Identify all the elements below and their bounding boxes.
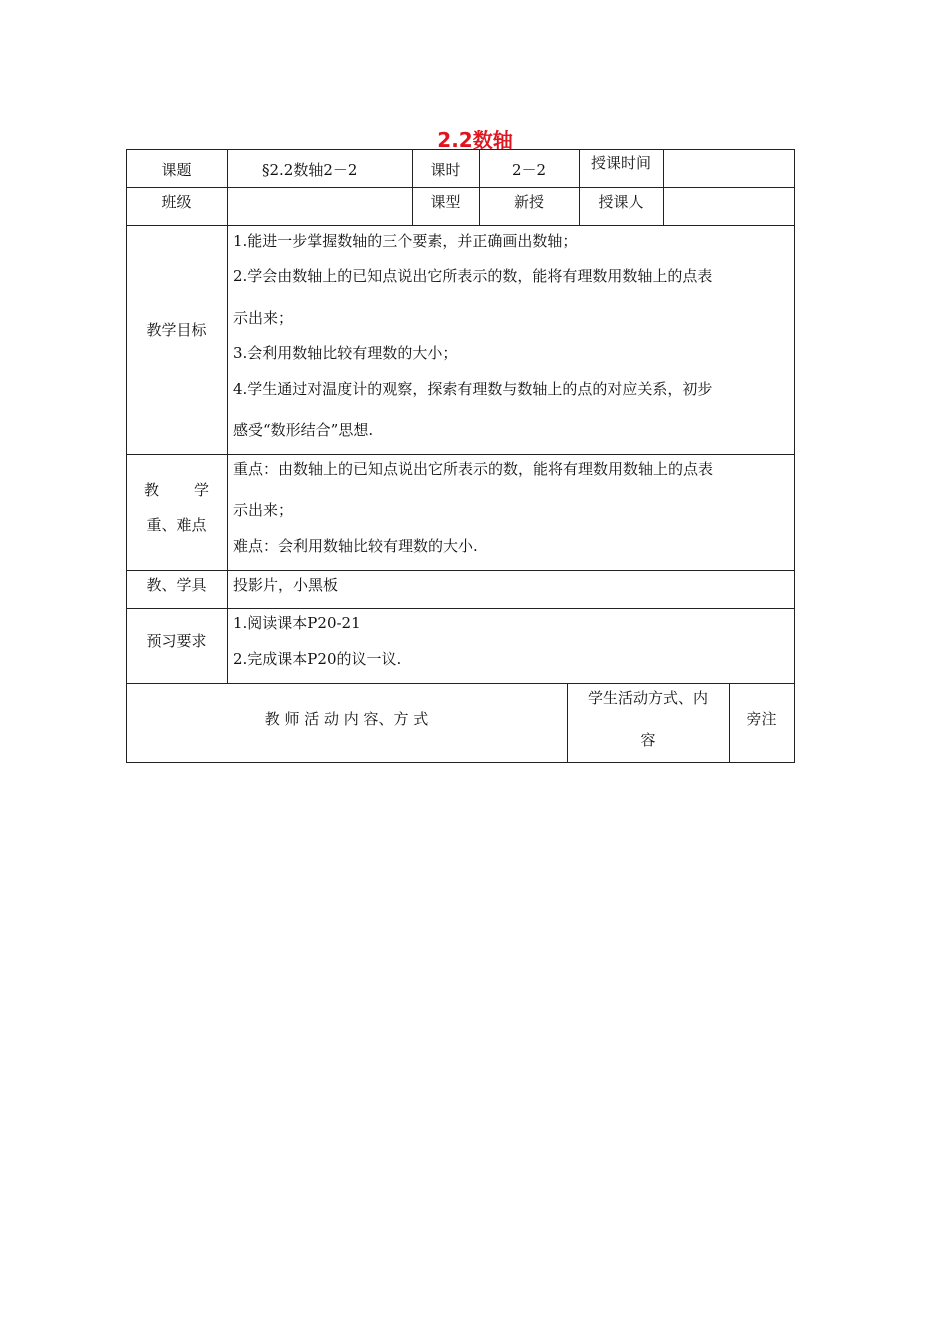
objective-line: 感受“数形结合”思想. xyxy=(233,421,374,439)
topic-label: 课题 xyxy=(161,161,192,179)
preview-label: 预习要求 xyxy=(146,632,207,650)
key-points-label-a: 教 xyxy=(144,481,160,499)
student-activity-header-1: 学生活动方式、内 xyxy=(587,689,708,707)
table-border xyxy=(227,149,228,683)
table-border xyxy=(126,149,127,762)
period-value: 2－2 xyxy=(511,161,547,179)
topic-value: §2.2数轴2－2 xyxy=(262,161,358,179)
objective-line: 1.能进一步掌握数轴的三个要素，并正确画出数轴； xyxy=(233,232,578,250)
preview-line: 2.完成课本P20的议一议. xyxy=(233,650,402,668)
teacher-activity-header: 教 师 活 动 内 容、方 式 xyxy=(264,710,429,728)
key-points-label-b: 学 xyxy=(194,481,210,499)
tools-value: 投影片，小黑板 xyxy=(233,576,339,594)
table-border xyxy=(663,149,664,225)
objective-line: 3.会利用数轴比较有理数的大小； xyxy=(233,344,458,362)
key-point-line: 示出来； xyxy=(233,501,294,519)
document-title: 2.2数轴 xyxy=(437,128,513,152)
key-point-line: 重点：由数轴上的已知点说出它所表示的数，能将有理数用数轴上的点表 xyxy=(233,460,714,478)
class-label: 班级 xyxy=(161,193,192,211)
objective-line: 示出来； xyxy=(233,309,294,327)
preview-line: 1.阅读课本P20-21 xyxy=(233,614,361,632)
student-activity-header-2: 容 xyxy=(640,731,656,749)
objectives-label: 教学目标 xyxy=(146,321,207,339)
table-border xyxy=(126,762,795,763)
objective-line: 2.学会由数轴上的已知点说出它所表示的数，能将有理数用数轴上的点表 xyxy=(233,267,713,285)
objective-line: 4.学生通过对温度计的观察，探索有理数与数轴上的点的对应关系，初步 xyxy=(233,380,713,398)
key-points-label-c: 重、难点 xyxy=(146,516,207,534)
tools-label: 教、学具 xyxy=(146,576,207,594)
teacher-label: 授课人 xyxy=(598,193,644,211)
notes-header: 旁注 xyxy=(746,710,777,728)
key-point-line: 难点：会利用数轴比较有理数的大小. xyxy=(233,537,478,555)
type-label: 课型 xyxy=(430,193,461,211)
time-label: 授课时间 xyxy=(590,154,651,172)
table-border xyxy=(126,683,795,684)
table-border xyxy=(794,149,795,762)
type-value: 新授 xyxy=(513,193,544,211)
period-label: 课时 xyxy=(430,161,461,179)
